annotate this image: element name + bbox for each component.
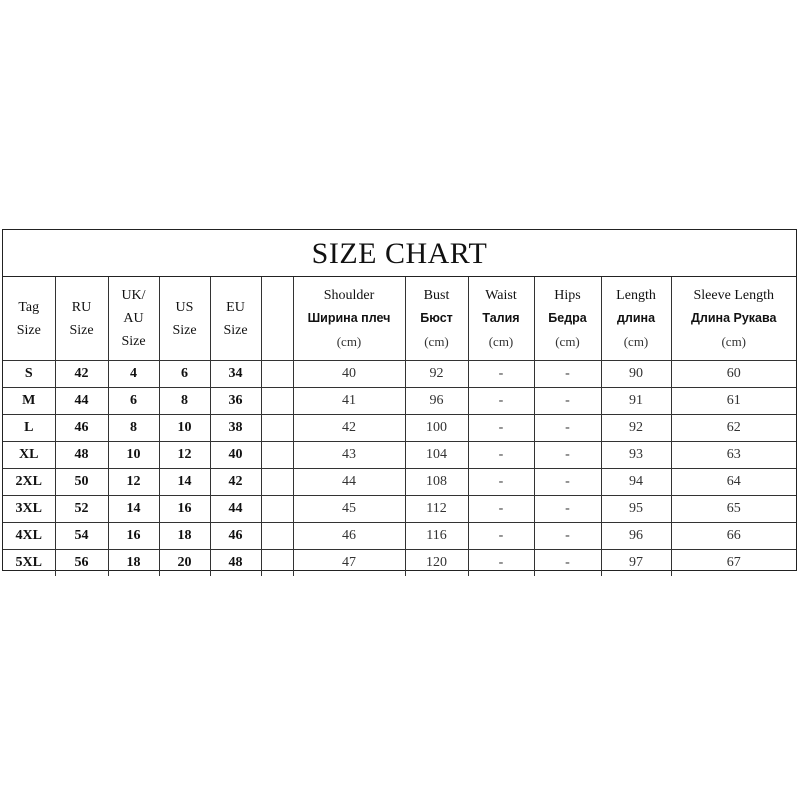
header-waist — [468, 277, 534, 361]
header-blank — [261, 277, 293, 361]
header-us-size — [159, 277, 210, 361]
table-row — [3, 550, 796, 577]
size-chart — [2, 229, 797, 571]
header-ukau-line3: Size — [121, 334, 146, 349]
cell-ukau: 6 — [108, 388, 159, 415]
cell-ukau: 10 — [108, 442, 159, 469]
header-tag-line1: Tag — [18, 299, 40, 315]
cell-ru: 56 — [55, 550, 108, 577]
cell-eu: 40 — [210, 442, 261, 469]
cell-us: 14 — [159, 469, 210, 496]
header-bust — [405, 277, 468, 361]
cell-ru: 48 — [55, 442, 108, 469]
cell-hips: - — [534, 388, 601, 415]
header-shoulder-ru: Ширина плеч — [307, 311, 391, 325]
header-hips — [534, 277, 601, 361]
cell-length: 94 — [601, 469, 671, 496]
header-us-line1: US — [175, 299, 194, 315]
cell-ukau: 16 — [108, 523, 159, 550]
header-waist-ru: Талия — [482, 311, 520, 325]
size-table — [3, 277, 796, 576]
cell-eu: 36 — [210, 388, 261, 415]
cell-eu: 46 — [210, 523, 261, 550]
table-row — [3, 469, 796, 496]
cell-bust: 96 — [405, 388, 468, 415]
header-ukau-size — [108, 277, 159, 361]
header-ukau-line1: UK/ — [121, 288, 146, 303]
cell-hips: - — [534, 469, 601, 496]
table-row — [3, 388, 796, 415]
cell-bust: 100 — [405, 415, 468, 442]
header-bust-ru: Бюст — [420, 311, 453, 325]
cell-us: 12 — [159, 442, 210, 469]
cell-blank — [261, 496, 293, 523]
header-bust-en: Bust — [423, 288, 450, 303]
chart-title: SIZE CHART — [3, 230, 796, 277]
header-length-ru: длина — [616, 311, 656, 325]
cell-bust: 112 — [405, 496, 468, 523]
cell-ru: 54 — [55, 523, 108, 550]
cell-blank — [261, 415, 293, 442]
cell-length: 92 — [601, 415, 671, 442]
cell-sleeve: 63 — [671, 442, 796, 469]
cell-tag: L — [3, 415, 55, 442]
cell-bust: 120 — [405, 550, 468, 577]
cell-us: 16 — [159, 496, 210, 523]
cell-us: 10 — [159, 415, 210, 442]
cell-waist: - — [468, 442, 534, 469]
cell-blank — [261, 523, 293, 550]
cell-blank — [261, 469, 293, 496]
cell-length: 97 — [601, 550, 671, 577]
cell-eu: 44 — [210, 496, 261, 523]
cell-ru: 50 — [55, 469, 108, 496]
cell-length: 93 — [601, 442, 671, 469]
cell-eu: 34 — [210, 361, 261, 388]
header-hips-en: Hips — [554, 288, 581, 303]
cell-shoulder: 47 — [293, 550, 405, 577]
cell-bust: 92 — [405, 361, 468, 388]
cell-length: 91 — [601, 388, 671, 415]
cell-shoulder: 40 — [293, 361, 405, 388]
cell-ukau: 12 — [108, 469, 159, 496]
cell-waist: - — [468, 388, 534, 415]
cell-length: 95 — [601, 496, 671, 523]
header-tag-line2: Size — [16, 322, 41, 338]
table-row — [3, 415, 796, 442]
cell-blank — [261, 442, 293, 469]
header-eu-line1: EU — [226, 299, 245, 315]
cell-tag: 3XL — [3, 496, 55, 523]
cell-sleeve: 66 — [671, 523, 796, 550]
header-ukau-line2: AU — [123, 311, 144, 326]
cell-tag: XL — [3, 442, 55, 469]
header-row — [3, 277, 796, 361]
cell-eu: 48 — [210, 550, 261, 577]
cell-ukau: 14 — [108, 496, 159, 523]
cell-sleeve: 62 — [671, 415, 796, 442]
table-row — [3, 442, 796, 469]
cell-tag: 4XL — [3, 523, 55, 550]
header-waist-unit: (cm) — [488, 334, 514, 349]
header-eu-line2: Size — [223, 322, 248, 338]
cell-waist: - — [468, 361, 534, 388]
cell-ukau: 18 — [108, 550, 159, 577]
cell-shoulder: 44 — [293, 469, 405, 496]
cell-ukau: 4 — [108, 361, 159, 388]
cell-tag: M — [3, 388, 55, 415]
header-ru-line2: Size — [69, 322, 94, 338]
header-shoulder — [293, 277, 405, 361]
header-shoulder-unit: (cm) — [336, 334, 362, 349]
cell-tag: S — [3, 361, 55, 388]
cell-sleeve: 60 — [671, 361, 796, 388]
cell-blank — [261, 388, 293, 415]
cell-bust: 104 — [405, 442, 468, 469]
header-sleeve-length — [671, 277, 796, 361]
header-length-unit: (cm) — [623, 334, 649, 349]
cell-tag: 2XL — [3, 469, 55, 496]
header-tag-size — [3, 277, 55, 361]
cell-length: 90 — [601, 361, 671, 388]
header-hips-unit: (cm) — [555, 334, 580, 349]
header-shoulder-en: Shoulder — [323, 288, 375, 303]
header-ru-line1: RU — [71, 299, 92, 315]
cell-tag: 5XL — [3, 550, 55, 577]
header-length — [601, 277, 671, 361]
cell-sleeve: 65 — [671, 496, 796, 523]
cell-us: 8 — [159, 388, 210, 415]
cell-eu: 38 — [210, 415, 261, 442]
cell-us: 20 — [159, 550, 210, 577]
cell-shoulder: 42 — [293, 415, 405, 442]
cell-sleeve: 64 — [671, 469, 796, 496]
cell-shoulder: 41 — [293, 388, 405, 415]
header-ru-size — [55, 277, 108, 361]
cell-bust: 108 — [405, 469, 468, 496]
cell-waist: - — [468, 469, 534, 496]
cell-hips: - — [534, 496, 601, 523]
cell-hips: - — [534, 523, 601, 550]
cell-waist: - — [468, 415, 534, 442]
cell-eu: 42 — [210, 469, 261, 496]
cell-waist: - — [468, 523, 534, 550]
header-sleeve-en: Sleeve Length — [693, 288, 774, 303]
cell-hips: - — [534, 415, 601, 442]
cell-waist: - — [468, 496, 534, 523]
cell-waist: - — [468, 550, 534, 577]
cell-sleeve: 67 — [671, 550, 796, 577]
cell-bust: 116 — [405, 523, 468, 550]
cell-ru: 52 — [55, 496, 108, 523]
cell-sleeve: 61 — [671, 388, 796, 415]
cell-hips: - — [534, 361, 601, 388]
table-row — [3, 361, 796, 388]
cell-shoulder: 45 — [293, 496, 405, 523]
header-sleeve-ru: Длина Рукава — [691, 311, 777, 325]
header-length-en: Length — [616, 288, 656, 303]
cell-us: 6 — [159, 361, 210, 388]
cell-ru: 46 — [55, 415, 108, 442]
cell-blank — [261, 361, 293, 388]
cell-blank — [261, 550, 293, 577]
cell-us: 18 — [159, 523, 210, 550]
cell-hips: - — [534, 550, 601, 577]
header-hips-ru: Бедра — [548, 311, 587, 325]
cell-shoulder: 46 — [293, 523, 405, 550]
cell-ukau: 8 — [108, 415, 159, 442]
table-row — [3, 496, 796, 523]
cell-ru: 44 — [55, 388, 108, 415]
cell-shoulder: 43 — [293, 442, 405, 469]
cell-length: 96 — [601, 523, 671, 550]
cell-ru: 42 — [55, 361, 108, 388]
size-table-body — [3, 361, 796, 577]
table-row — [3, 523, 796, 550]
header-us-line2: Size — [172, 322, 197, 338]
cell-hips: - — [534, 442, 601, 469]
header-waist-en: Waist — [485, 288, 517, 303]
header-sleeve-unit: (cm) — [721, 334, 747, 349]
header-bust-unit: (cm) — [424, 334, 449, 349]
header-eu-size — [210, 277, 261, 361]
